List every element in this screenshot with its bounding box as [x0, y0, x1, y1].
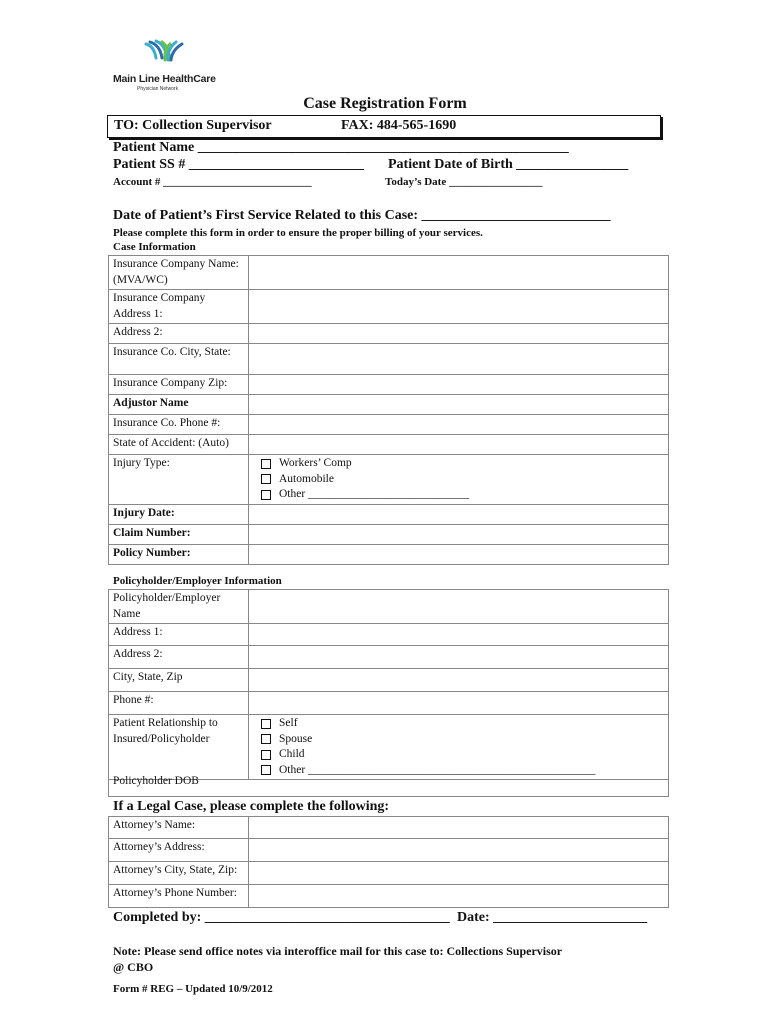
table-row [109, 504, 669, 524]
logo-wordmark: Main Line HealthCare [113, 73, 216, 85]
row-label: Address 1: [109, 624, 249, 646]
account-field[interactable]: Account # ___________________________ [113, 176, 312, 188]
injury-option-automobile[interactable]: Automobile [253, 472, 664, 488]
patient-name-field[interactable]: Patient Name _____________________________________________________ [113, 140, 569, 155]
row-label: Claim Number: [109, 524, 249, 544]
patient-dob-field[interactable]: Patient Date of Birth ________________ [388, 157, 629, 172]
policyholder-phone-input[interactable] [249, 692, 669, 715]
logo-subtitle: Physician Network [137, 86, 179, 92]
table-row [109, 375, 669, 395]
attorney-phone-input[interactable] [249, 885, 669, 908]
row-label: Patient Relationship to Insured/Policyholder [109, 715, 249, 780]
table-row [109, 817, 669, 839]
row-label: Insurance Company Address 1: [109, 290, 249, 324]
row-label: Injury Date: [109, 504, 249, 524]
insurance-address1-input[interactable] [249, 290, 669, 324]
policyholder-heading: Policyholder/Employer Information [113, 575, 282, 587]
row-label: Insurance Co. City, State: [109, 344, 249, 375]
insurance-phone-input[interactable] [249, 415, 669, 435]
row-label: Insurance Co. Phone #: [109, 415, 249, 435]
row-label: Address 2: [109, 324, 249, 344]
legal-case-heading: If a Legal Case, please complete the following: [113, 799, 390, 814]
row-label: Adjustor Name [109, 395, 249, 415]
checkbox-icon[interactable] [261, 474, 271, 484]
insurance-company-name-input[interactable] [249, 256, 669, 290]
case-information-table [108, 255, 669, 565]
table-row [109, 455, 669, 505]
policy-number-input[interactable] [249, 544, 669, 564]
policyholder-address2-input[interactable] [249, 646, 669, 669]
instructions-text: Please complete this form in order to ensure the proper billing of your services. [113, 227, 483, 239]
first-service-date-field[interactable]: Date of Patient’s First Service Related to this Case: ___________________________ [113, 208, 611, 223]
relationship-option-child[interactable]: Child [253, 747, 664, 763]
table-row [109, 885, 669, 908]
relationship-option-self[interactable]: Self [253, 716, 664, 732]
row-label: Insurance Company Name: (MVA/WC) [109, 256, 249, 290]
policyholder-table [108, 589, 669, 780]
recipient-to: TO: Collection Supervisor [114, 118, 272, 133]
checkbox-icon[interactable] [261, 490, 271, 500]
relationship-option-spouse[interactable]: Spouse [253, 732, 664, 748]
policyholder-dob-row[interactable] [108, 772, 669, 797]
attorney-name-input[interactable] [249, 817, 669, 839]
policyholder-city-state-zip-input[interactable] [249, 669, 669, 692]
row-label: Policyholder/Employer Name [109, 590, 249, 624]
row-label: State of Accident: (Auto) [109, 435, 249, 455]
attorney-address-input[interactable] [249, 839, 669, 862]
attorney-city-state-zip-input[interactable] [249, 862, 669, 885]
table-row [109, 524, 669, 544]
row-label: Injury Type: [109, 455, 249, 505]
insurance-zip-input[interactable] [249, 375, 669, 395]
table-row [109, 544, 669, 564]
injury-option-workers-comp[interactable]: Workers’ Comp [253, 456, 664, 472]
table-row [109, 415, 669, 435]
completed-by-field[interactable]: Completed by: ___________________________________ [113, 910, 450, 925]
recipient-fax: FAX: 484-565-1690 [341, 118, 457, 133]
table-row [109, 590, 669, 624]
claim-number-input[interactable] [249, 524, 669, 544]
todays-date-field[interactable]: Today’s Date _________________ [385, 176, 543, 188]
insurance-address2-input[interactable] [249, 324, 669, 344]
note-line-2: @ CBO [113, 960, 154, 974]
table-row [109, 715, 669, 780]
table-row [109, 692, 669, 715]
row-label: Attorney’s Phone Number: [109, 885, 249, 908]
policyholder-dob-label: Policyholder DOB [113, 775, 199, 787]
case-information-heading: Case Information [113, 241, 196, 253]
table-row [109, 669, 669, 692]
table-row [109, 324, 669, 344]
relationship-options [249, 715, 669, 780]
checkbox-icon[interactable] [261, 734, 271, 744]
state-of-accident-input[interactable] [249, 435, 669, 455]
table-row [109, 256, 669, 290]
patient-ss-field[interactable]: Patient SS # _________________________ [113, 157, 364, 172]
row-label: Attorney’s City, State, Zip: [109, 862, 249, 885]
completed-date-field[interactable]: Date: ______________________ [457, 910, 648, 925]
adjustor-name-input[interactable] [249, 395, 669, 415]
insurance-city-state-input[interactable] [249, 344, 669, 375]
injury-option-other[interactable]: Other ____________________________ [253, 487, 664, 503]
row-label: Attorney’s Address: [109, 839, 249, 862]
injury-type-options [249, 455, 669, 505]
relationship-option-other[interactable]: Other __________________________________________________ [253, 763, 664, 779]
table-row [109, 624, 669, 646]
table-row [109, 862, 669, 885]
row-label: Attorney’s Name: [109, 817, 249, 839]
row-label: Insurance Company Zip: [109, 375, 249, 395]
recipient-box [107, 115, 661, 138]
row-label: Address 2: [109, 646, 249, 669]
table-row [109, 435, 669, 455]
injury-date-input[interactable] [249, 504, 669, 524]
policyholder-address1-input[interactable] [249, 624, 669, 646]
row-label: Policy Number: [109, 544, 249, 564]
checkbox-icon[interactable] [261, 750, 271, 760]
checkbox-icon[interactable] [261, 719, 271, 729]
table-row [109, 646, 669, 669]
checkbox-icon[interactable] [261, 459, 271, 469]
legal-table [108, 816, 669, 908]
table-row [109, 344, 669, 375]
table-row [109, 395, 669, 415]
form-number: Form # REG – Updated 10/9/2012 [113, 983, 273, 995]
table-row [109, 839, 669, 862]
row-label: City, State, Zip [109, 669, 249, 692]
form-title: Case Registration Form [303, 95, 467, 112]
note-line-1: Note: Please send office notes via interoffice mail for this case to: Collections Supervisor [113, 944, 563, 958]
policyholder-name-input[interactable] [249, 590, 669, 624]
row-label: Phone #: [109, 692, 249, 715]
table-row [109, 290, 669, 324]
